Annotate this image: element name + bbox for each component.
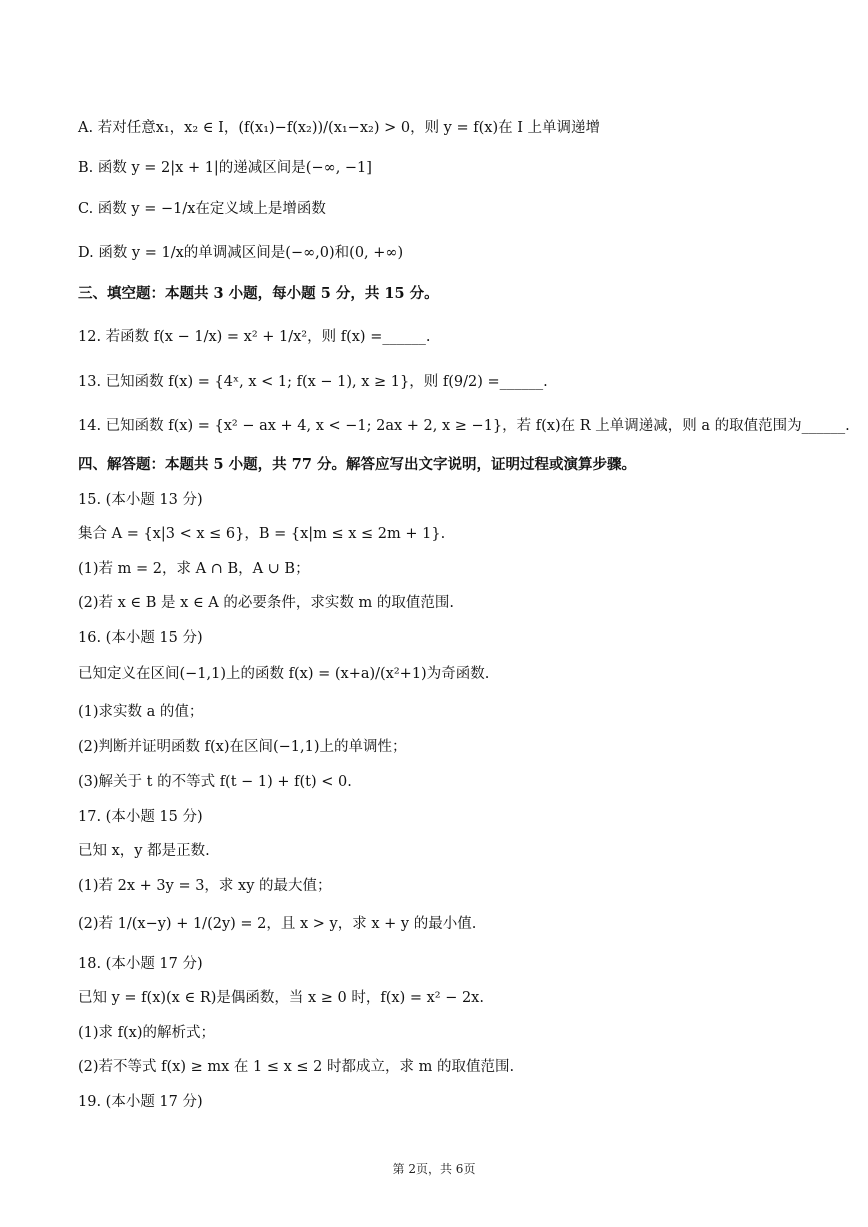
question-17-part1: (1)若 2x + 3y = 3，求 xy 的最大值； [78, 878, 332, 894]
question-16-stem: 已知定义在区间(−1,1)上的函数 f(x) = (x+a)/(x²+1)为奇函数. [78, 666, 490, 682]
question-16-header: 16. (本小题 15 分) [78, 630, 203, 646]
question-14: 14. 已知函数 f(x) = {x² − ax + 4, x < −1; 2ax + 2, x ≥ −1}，若 f(x)在 R 上单调递减，则 a 的取值范围为______. [78, 418, 850, 434]
question-16-part3: (3)解关于 t 的不等式 f(t − 1) + f(t) < 0. [78, 774, 352, 790]
question-13: 13. 已知函数 f(x) = {4ˣ, x < 1; f(x − 1), x ≥ 1}，则 f(9/2) =______. [78, 374, 548, 390]
option-a: A. 若对任意x₁，x₂ ∈ I，(f(x₁)−f(x₂))/(x₁−x₂) > 0，则 y = f(x)在 I 上单调递增 [78, 120, 601, 136]
question-16-part2: (2)判断并证明函数 f(x)在区间(−1,1)上的单调性； [78, 739, 407, 755]
option-d: D. 函数 y = 1/x的单调减区间是(−∞,0)和(0, +∞) [78, 245, 404, 261]
question-15-header: 15. (本小题 13 分) [78, 492, 203, 508]
question-15-part2: (2)若 x ∈ B 是 x ∈ A 的必要条件，求实数 m 的取值范围. [78, 595, 454, 611]
option-c: C. 函数 y = −1/x在定义域上是增函数 [78, 201, 326, 217]
page-footer: 第 2页，共 6页 [392, 1162, 476, 1176]
option-b: B. 函数 y = 2|x + 1|的递减区间是(−∞, −1] [78, 160, 372, 176]
question-15-sets: 集合 A = {x|3 < x ≤ 6}，B = {x|m ≤ x ≤ 2m + 1}. [78, 526, 446, 542]
question-12: 12. 若函数 f(x − 1/x) = x² + 1/x²，则 f(x) =______. [78, 329, 431, 345]
question-16-part1: (1)求实数 a 的值； [78, 704, 204, 720]
question-18-stem: 已知 y = f(x)(x ∈ R)是偶函数，当 x ≥ 0 时，f(x) = x² − 2x. [78, 990, 484, 1006]
section-fill-blank-heading: 三、填空题：本题共 3 小题，每小题 5 分，共 15 分。 [78, 285, 439, 302]
question-18-header: 18. (本小题 17 分) [78, 956, 203, 972]
question-17-part2: (2)若 1/(x−y) + 1/(2y) = 2，且 x > y，求 x + y 的最小值. [78, 916, 477, 932]
question-18-part2: (2)若不等式 f(x) ≥ mx 在 1 ≤ x ≤ 2 时都成立，求 m 的取值范围. [78, 1059, 515, 1075]
question-18-part1: (1)求 f(x)的解析式； [78, 1025, 216, 1041]
question-19-header: 19. (本小题 17 分) [78, 1094, 203, 1110]
question-17-header: 17. (本小题 15 分) [78, 809, 203, 825]
section-answer-heading: 四、解答题：本题共 5 小题，共 77 分。解答应写出文字说明，证明过程或演算步骤。 [78, 456, 636, 473]
question-17-stem: 已知 x，y 都是正数. [78, 843, 210, 859]
question-15-part1: (1)若 m = 2，求 A ∩ B，A ∪ B； [78, 561, 310, 577]
